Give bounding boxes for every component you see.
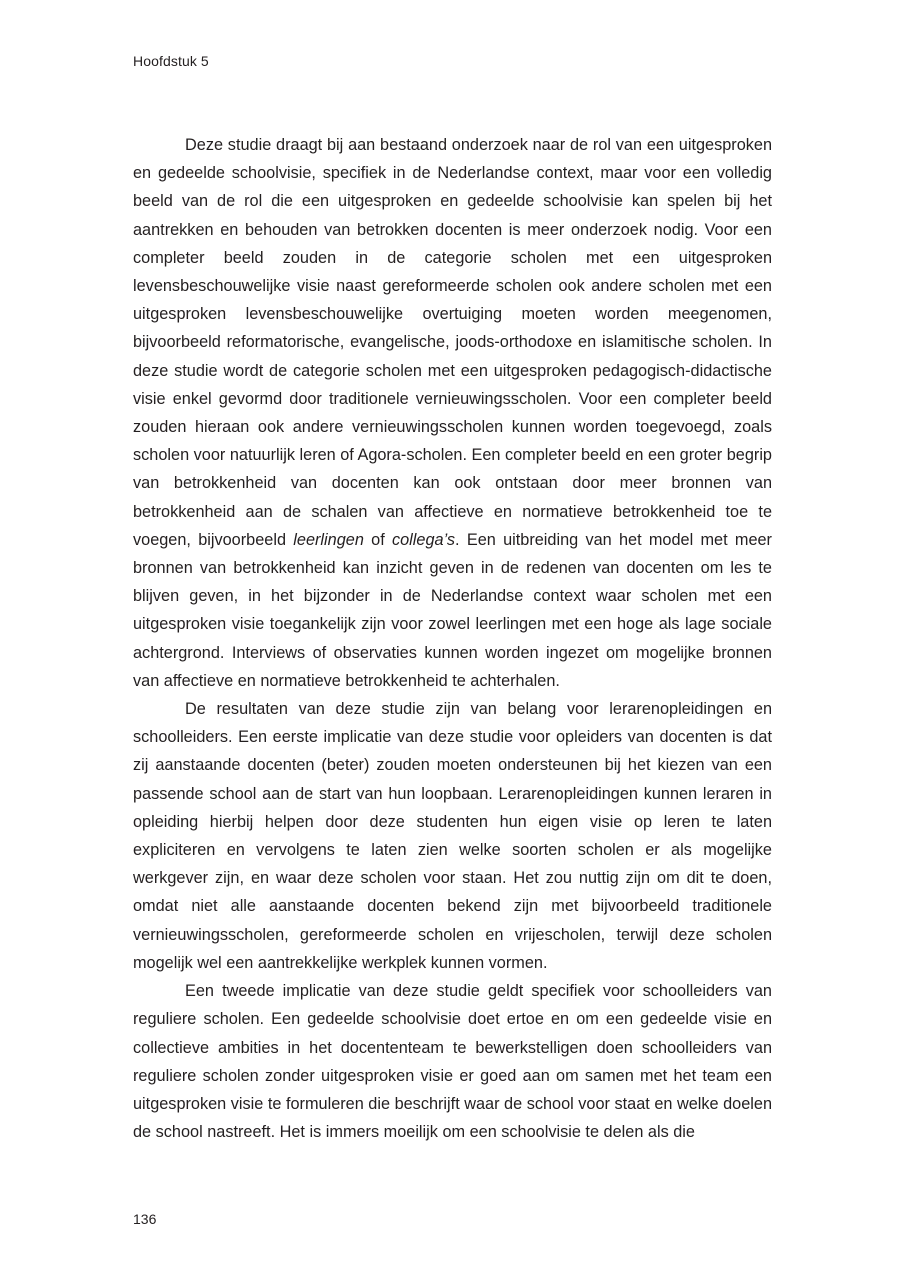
paragraph-1-text-b: of xyxy=(363,530,392,549)
paragraph-2: De resultaten van deze studie zijn van belang voor lerarenopleidingen en schoolleiders. Een eerste implicatie van deze studie voor opleiders van docenten is dat zij aanstaande docenten (beter) zouden moeten ondersteunen bij het kiezen van een passende school aan de start van hun loopbaan. Lerarenopleidingen kunnen leraren in opleiding hierbij helpen door deze studenten hun eigen visie op leren te laten expliciteren en vervolgens te laten zien welke soorten scholen er als mogelijke werkgever zijn, en waar deze scholen voor staan. Het zou nuttig zijn om dit te doen, omdat niet alle aanstaande docenten bekend zijn met bijvoorbeeld traditionele vernieuwingsscholen, gereformeerde scholen en vrijescholen, terwijl deze scholen mogelijk wel een aantrekkelijke werkplek kunnen vormen. xyxy=(133,700,772,972)
paragraph-3: Een tweede implicatie van deze studie geldt specifiek voor schoolleiders van reguliere scholen. Een gedeelde schoolvisie doet ertoe en om een gedeelde visie en collectieve ambities in het docententeam te bewerkstelligen doen schoolleiders van reguliere scholen zonder uitgesproken visie er goed aan om samen met het team een uitgesproken visie te formuleren die beschrijft waar de school voor staat en welke doelen de school nastreeft. Het is immers moeilijk om een schoolvisie te delen als die xyxy=(133,982,772,1142)
paragraph-1-text-a: Deze studie draagt bij aan bestaand onderzoek naar de rol van een uitgesproken en gedeelde schoolvisie, specifiek in de Nederlandse context, maar voor een volledig beeld van de rol die een uitgesproken en gedeelde schoolvisie kan spelen bij het aantrekken en behouden van betrokken docenten is meer onderzoek nodig. Voor een completer beeld zouden in de categorie scholen met een uitgesproken levensbeschouwelijke visie naast gereformeerde scholen ook andere scholen met een uitgesproken levensbeschouwelijke overtuiging moeten worden meegenomen, bijvoorbeeld reformatorische, evangelische, joods-orthodoxe en islamitische scholen. In deze studie wordt de categorie scholen met een uitgesproken pedagogisch-didactische visie enkel gevormd door traditionele vernieuwingsscholen. Voor een completer beeld zouden hieraan ook andere vernieuwingsscholen kunnen worden toegevoegd, zoals scholen voor natuurlijk leren of Agora-scholen. Een completer beeld en een groter begrip van betrokkenheid van docenten kan ook ontstaan door meer bronnen van betrokkenheid aan de schalen van affectieve en normatieve betrokkenheid toe te voegen, bijvoorbeeld xyxy=(133,136,772,549)
paragraph-1 xyxy=(133,131,772,695)
paragraph-1-text-c: . Een uitbreiding van het model met meer bronnen van betrokkenheid kan inzicht geven in de redenen van docenten om les te blijven geven, in het bijzonder in de Nederlandse context waar scholen met een uitgesproken visie toegankelijk zijn voor zowel leerlingen met een hoge als lage sociale achtergrond. Interviews of observaties kunnen worden ingezet om mogelijke bronnen van affectieve en normatieve betrokkenheid te achterhalen. xyxy=(133,530,772,690)
running-head: Hoofdstuk 5 xyxy=(133,53,209,69)
body-text xyxy=(133,131,772,1146)
emphasis-collegas: collega’s xyxy=(391,530,456,549)
emphasis-leerlingen: leerlingen xyxy=(293,530,364,549)
page-number: 136 xyxy=(133,1211,157,1227)
